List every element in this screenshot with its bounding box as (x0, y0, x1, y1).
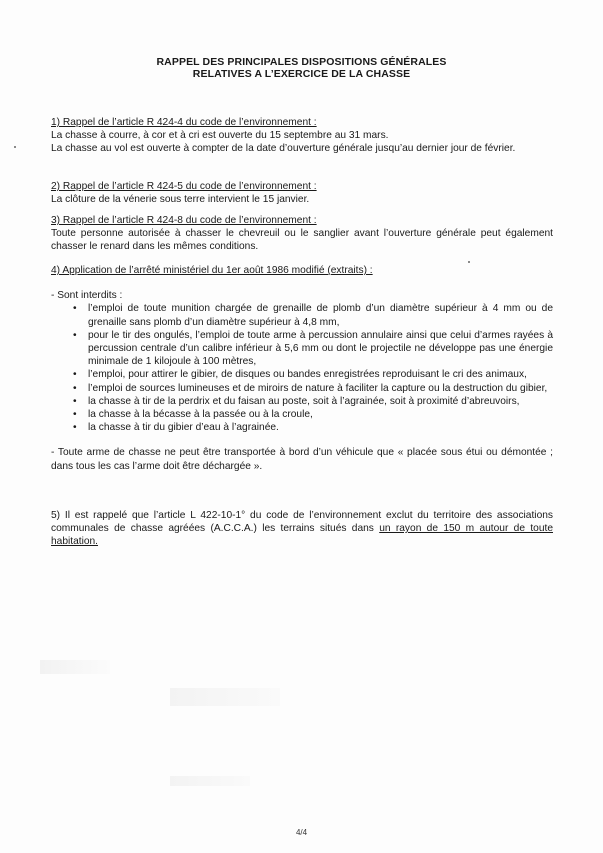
document-title-line-1: RAPPEL DES PRINCIPALES DISPOSITIONS GÉNÉRALES (156, 56, 447, 68)
bullet-icon: • (73, 303, 77, 315)
section-1 (51, 116, 553, 156)
scan-smudge (170, 776, 250, 786)
list-item: • la chasse à la bécasse à la passée ou à la croule, (73, 409, 313, 421)
section-5-text: 5) Il est rappelé que l’article L 422-10-1° du code de l’environnement exclut du territoire des associations communales de chasse agréées (A.C.C.A.) les terrains situés dans (51, 510, 553, 535)
section-3-heading: 3) Rappel de l’article R 424-8 du code de l’environnement : (51, 215, 317, 226)
list-item: • la chasse à tir de la perdrix et du faisan au poste, soit à l’agrainée, soit à proximité d’abreuvoirs, (73, 395, 520, 407)
section-2 (51, 180, 553, 206)
list-item: • pour le tir des ongulés, l’emploi de toute arme à percussion annulaire ainsi que celui d’armes rayées à percussion centrale d’un calibre inférieur à 5,6 mm ou dont le projectile ne développe pas une énergie minimale de 1 kilojoule à 100 mètres, (73, 329, 553, 368)
section-4-intro: - Sont interdits : (51, 290, 123, 302)
scan-smudge (40, 660, 110, 674)
list-item: • l’emploi de toute munition chargée de grenaille de plomb d’un diamètre supérieur à 4 mm ou de grenaille sans plomb d’un diamètre supérieur à 4,8 mm, (73, 303, 553, 328)
bullet-icon: • (73, 382, 77, 394)
bullet-icon: • (73, 329, 77, 341)
prohibitions-list (51, 302, 553, 434)
scan-smudge (170, 688, 280, 706)
section-1-paragraph-1: La chasse à courre, à cor et à cri est ouverte du 15 septembre au 31 mars. (51, 130, 389, 142)
scan-speck (468, 261, 470, 263)
section-4-heading: 4) Application de l’arrêté ministériel du 1er août 1986 modifié (extraits) : (51, 265, 373, 276)
section-1-paragraph-2: La chasse au vol est ouverte à compter de la date d’ouverture générale jusqu’au dernier jour de février. (51, 143, 516, 155)
section-2-heading: 2) Rappel de l’article R 424-5 du code de l’environnement : (51, 181, 317, 192)
section-4 (51, 264, 553, 473)
section-4-transport-rule: - Toute arme de chasse ne peut être transportée à bord d’un véhicule que « placée sous étui ou démontée ; dans tous les cas l’arme doit être déchargée ». (51, 447, 553, 472)
section-3-paragraph-1: Toute personne autorisée à chasser le chevreuil ou le sanglier avant l’ouverture générale peut également chasser le renard dans les mêmes conditions. (51, 228, 553, 253)
section-1-heading: 1) Rappel de l’article R 424-4 du code de l’environnement : (51, 117, 317, 128)
bullet-icon: • (73, 422, 77, 434)
section-5 (51, 509, 553, 549)
section-2-paragraph-1: La clôture de la vénerie sous terre intervient le 15 janvier. (51, 194, 310, 206)
list-item: • l’emploi de sources lumineuses et de miroirs de nature à faciliter la capture ou la destruction du gibier, (73, 382, 548, 394)
bullet-icon: • (73, 395, 77, 407)
page-number: 4/4 (295, 828, 308, 837)
bullet-icon: • (73, 409, 77, 421)
document-title-line-2: RELATIVES A L’EXERCICE DE LA CHASSE (192, 68, 411, 80)
list-item: • la chasse à tir du gibier d’eau à l’agrainée. (73, 422, 279, 434)
section-3 (51, 214, 553, 254)
bullet-icon: • (73, 369, 77, 381)
scan-speck (14, 146, 16, 148)
list-item: • l’emploi, pour attirer le gibier, de disques ou bandes enregistrées reproduisant le cri des animaux, (73, 369, 527, 381)
section-5-underlined-text: un rayon de 150 m autour de toute habitation. (51, 523, 553, 548)
